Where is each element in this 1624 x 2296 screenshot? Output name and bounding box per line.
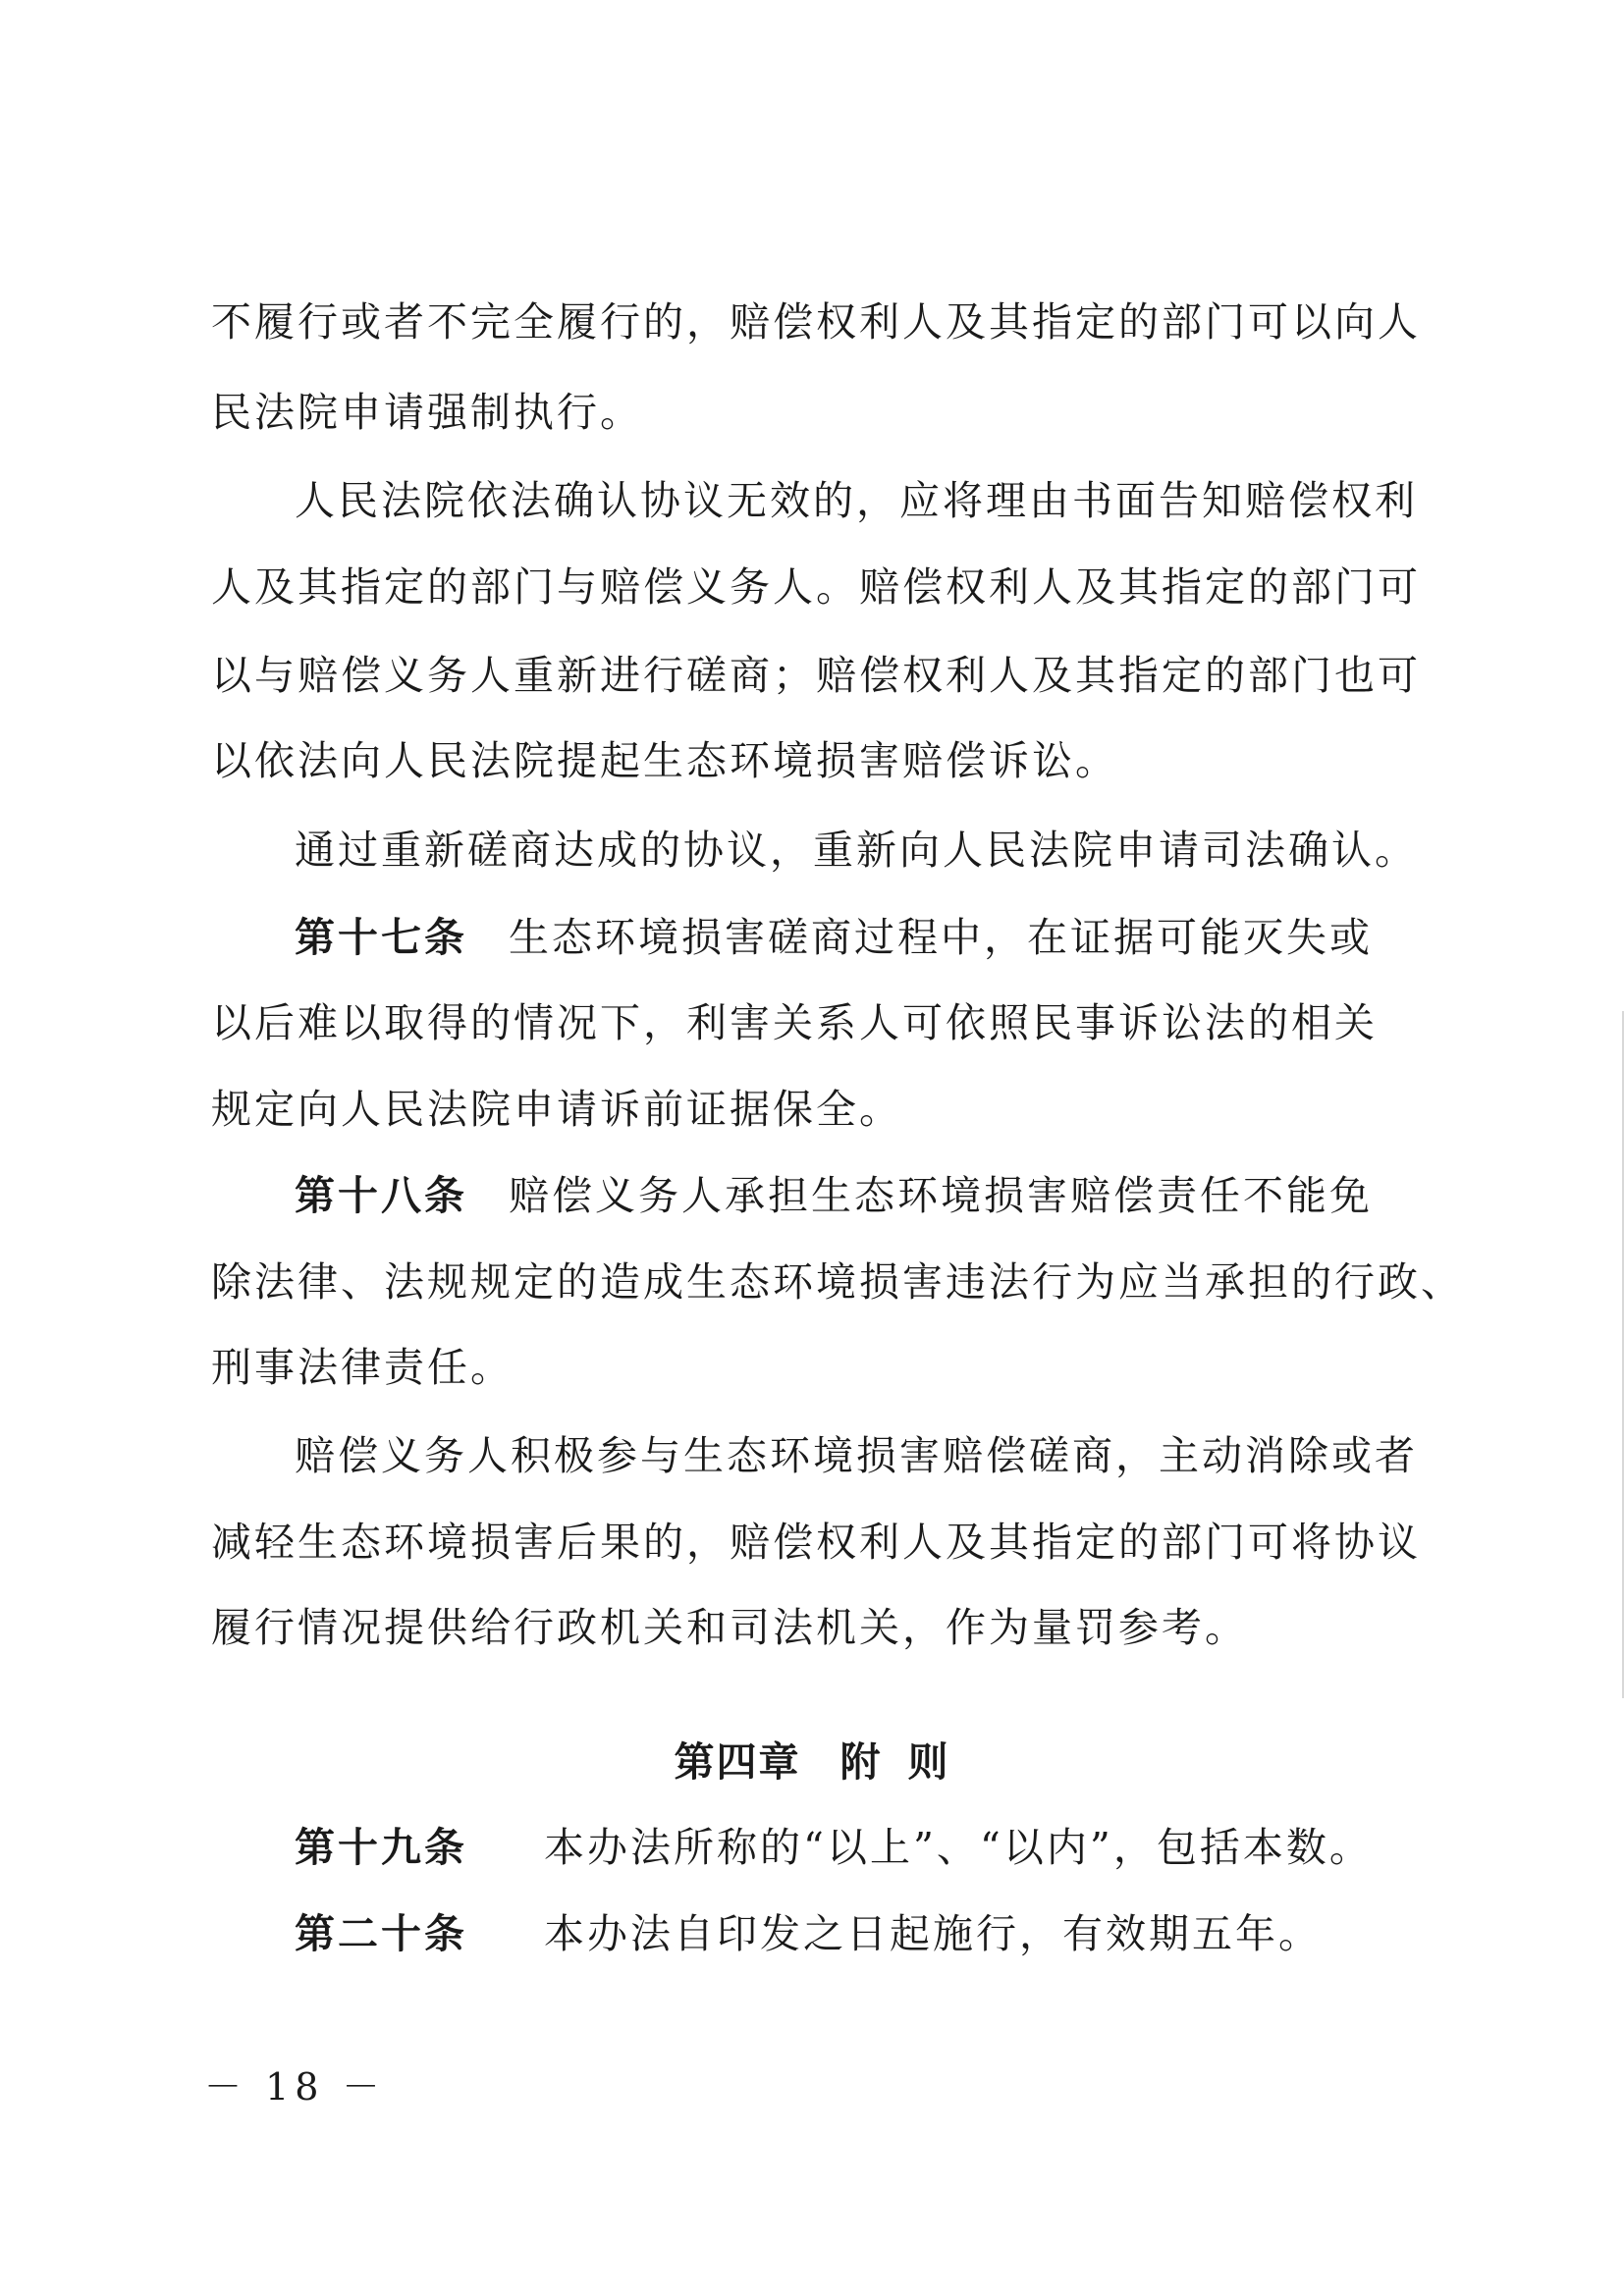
paragraph-line: 民法院申请强制执行。 [211,389,643,436]
article-line: 除法律、法规规定的造成生态环境损害违法行为应当承担的行政、 [211,1258,1464,1306]
article-text: 本办法所称的“以上”、“以内”，包括本数。 [544,1824,1373,1871]
chapter-number: 第四章 [674,1738,801,1786]
article-18-line [295,1172,1373,1219]
paragraph-line: 人及其指定的部门与赔偿义务人。赔偿权利人及其指定的部门可 [211,563,1421,611]
paragraph-line: 以与赔偿义务人重新进行磋商；赔偿权利人及其指定的部门也可 [211,652,1421,699]
article-line: 以后难以取得的情况下，利害关系人可依照民事诉讼法的相关 [211,999,1378,1046]
chapter-title-char: 则 [907,1738,950,1786]
article-line: 刑事法律责任。 [211,1344,514,1391]
chapter-title-char: 附 [839,1738,883,1786]
article-19-line [295,1824,1373,1871]
article-label: 第十九条 [295,1824,467,1871]
paragraph-line: 人民法院依法确认协议无效的，应将理由书面告知赔偿权利 [295,477,1418,524]
article-20-line [295,1910,1322,1957]
paragraph-line: 以依法向人民法院提起生态环境损害赔偿诉讼。 [211,737,1118,784]
paragraph-line: 减轻生态环境损害后果的，赔偿权利人及其指定的部门可将协议 [211,1519,1421,1566]
paragraph-line: 通过重新磋商达成的协议，重新向人民法院申请司法确认。 [295,827,1418,874]
article-17-line [295,914,1373,961]
article-line: 规定向人民法院申请诉前证据保全。 [211,1086,902,1133]
article-text: 本办法自印发之日起施行，有效期五年。 [544,1910,1322,1957]
page-number: － 18 － [204,2065,386,2109]
paragraph-line: 履行情况提供给行政机关和司法机关，作为量罚参考。 [211,1604,1248,1651]
paragraph-line: 不履行或者不完全履行的，赔偿权利人及其指定的部门可以向人 [211,298,1421,346]
article-label: 第十八条 [295,1172,467,1219]
chapter-heading [0,1738,1624,1786]
article-label: 第二十条 [295,1910,467,1957]
article-text: 赔偿义务人承担生态环境损害赔偿责任不能免 [509,1172,1373,1219]
article-label: 第十七条 [295,914,467,961]
paragraph-line: 赔偿义务人积极参与生态环境损害赔偿磋商，主动消除或者 [295,1432,1418,1479]
article-text: 生态环境损害磋商过程中，在证据可能灭失或 [509,914,1373,961]
